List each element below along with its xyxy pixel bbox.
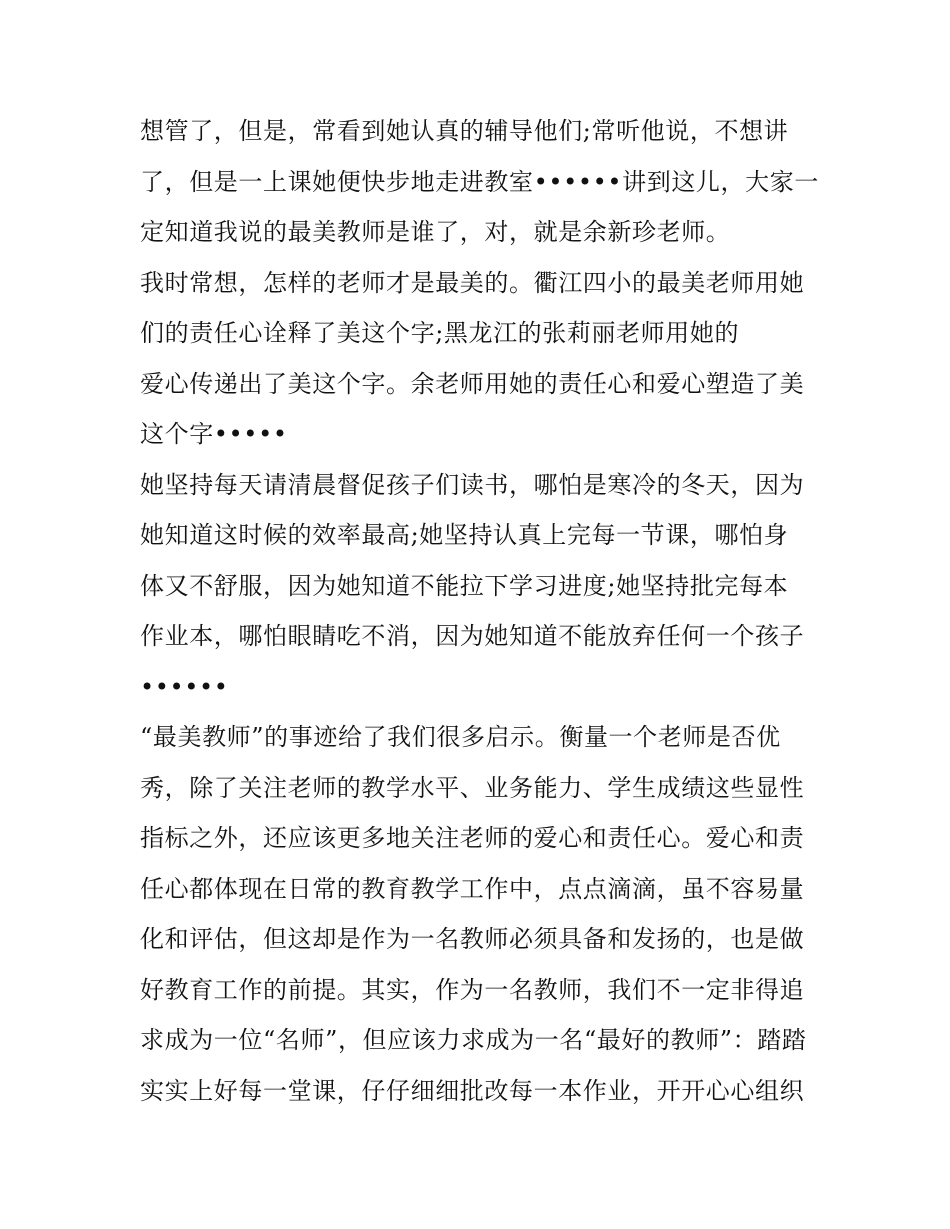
- text-line: 们的责任心诠释了美这个字;黑龙江的张莉丽老师用她的: [140, 319, 740, 347]
- text-line: ••••••: [140, 672, 229, 701]
- text-line: 了，但是一上课她便快步地走进教室••••••讲到这儿，大家一: [140, 167, 819, 196]
- text-line: 作业本，哪怕眼睛吃不消，因为她知道不能放弃任何一个孩子: [140, 622, 805, 650]
- text-line: “最美教师”的事迹给了我们很多启示。衡量一个老师是否优: [140, 723, 781, 751]
- text-line: 好教育工作的前提。其实，作为一名教师，我们不一定非得追: [140, 975, 805, 1004]
- text-line: 求成为一位“名师”，但应该力求成为一名“最好的教师”：踏踏: [140, 1026, 807, 1054]
- text-line: 定知道我说的最美教师是谁了，对，就是余新珍老师。: [140, 218, 731, 246]
- text-line: 我时常想，怎样的老师才是最美的。衢江四小的最美老师用她: [140, 268, 805, 297]
- text-line: 想管了，但是，常看到她认真的辅导他们;常听他说，不想讲: [140, 117, 789, 145]
- text-line: 任心都体现在日常的教育教学工作中，点点滴滴，虽不容易量: [140, 874, 805, 903]
- body-text: [140, 106, 830, 1116]
- text-line: 她知道这时候的效率最高;她坚持认真上完每一节课，哪怕身: [140, 521, 789, 549]
- text-line: 这个字•••••: [140, 420, 288, 448]
- text-line: 秀，除了关注老师的教学水平、业务能力、学生成绩这些显性: [140, 773, 805, 802]
- text-line: 她坚持每天请清晨督促孩子们读书，哪怕是寒冷的冬天，因为: [140, 470, 805, 499]
- text-line: 化和评估，但这却是作为一名教师必须具备和发扬的，也是做: [140, 925, 805, 953]
- text-line: 体又不舒服，因为她知道不能拉下学习进度;她坚持批完每本: [140, 571, 789, 600]
- text-line: 爱心传递出了美这个字。余老师用她的责任心和爱心塑造了美: [140, 369, 805, 398]
- text-line: 实实上好每一堂课，仔仔细细批改每一本作业，开开心心组织: [140, 1076, 805, 1105]
- text-line: 指标之外，还应该更多地关注老师的爱心和责任心。爱心和责: [140, 824, 805, 852]
